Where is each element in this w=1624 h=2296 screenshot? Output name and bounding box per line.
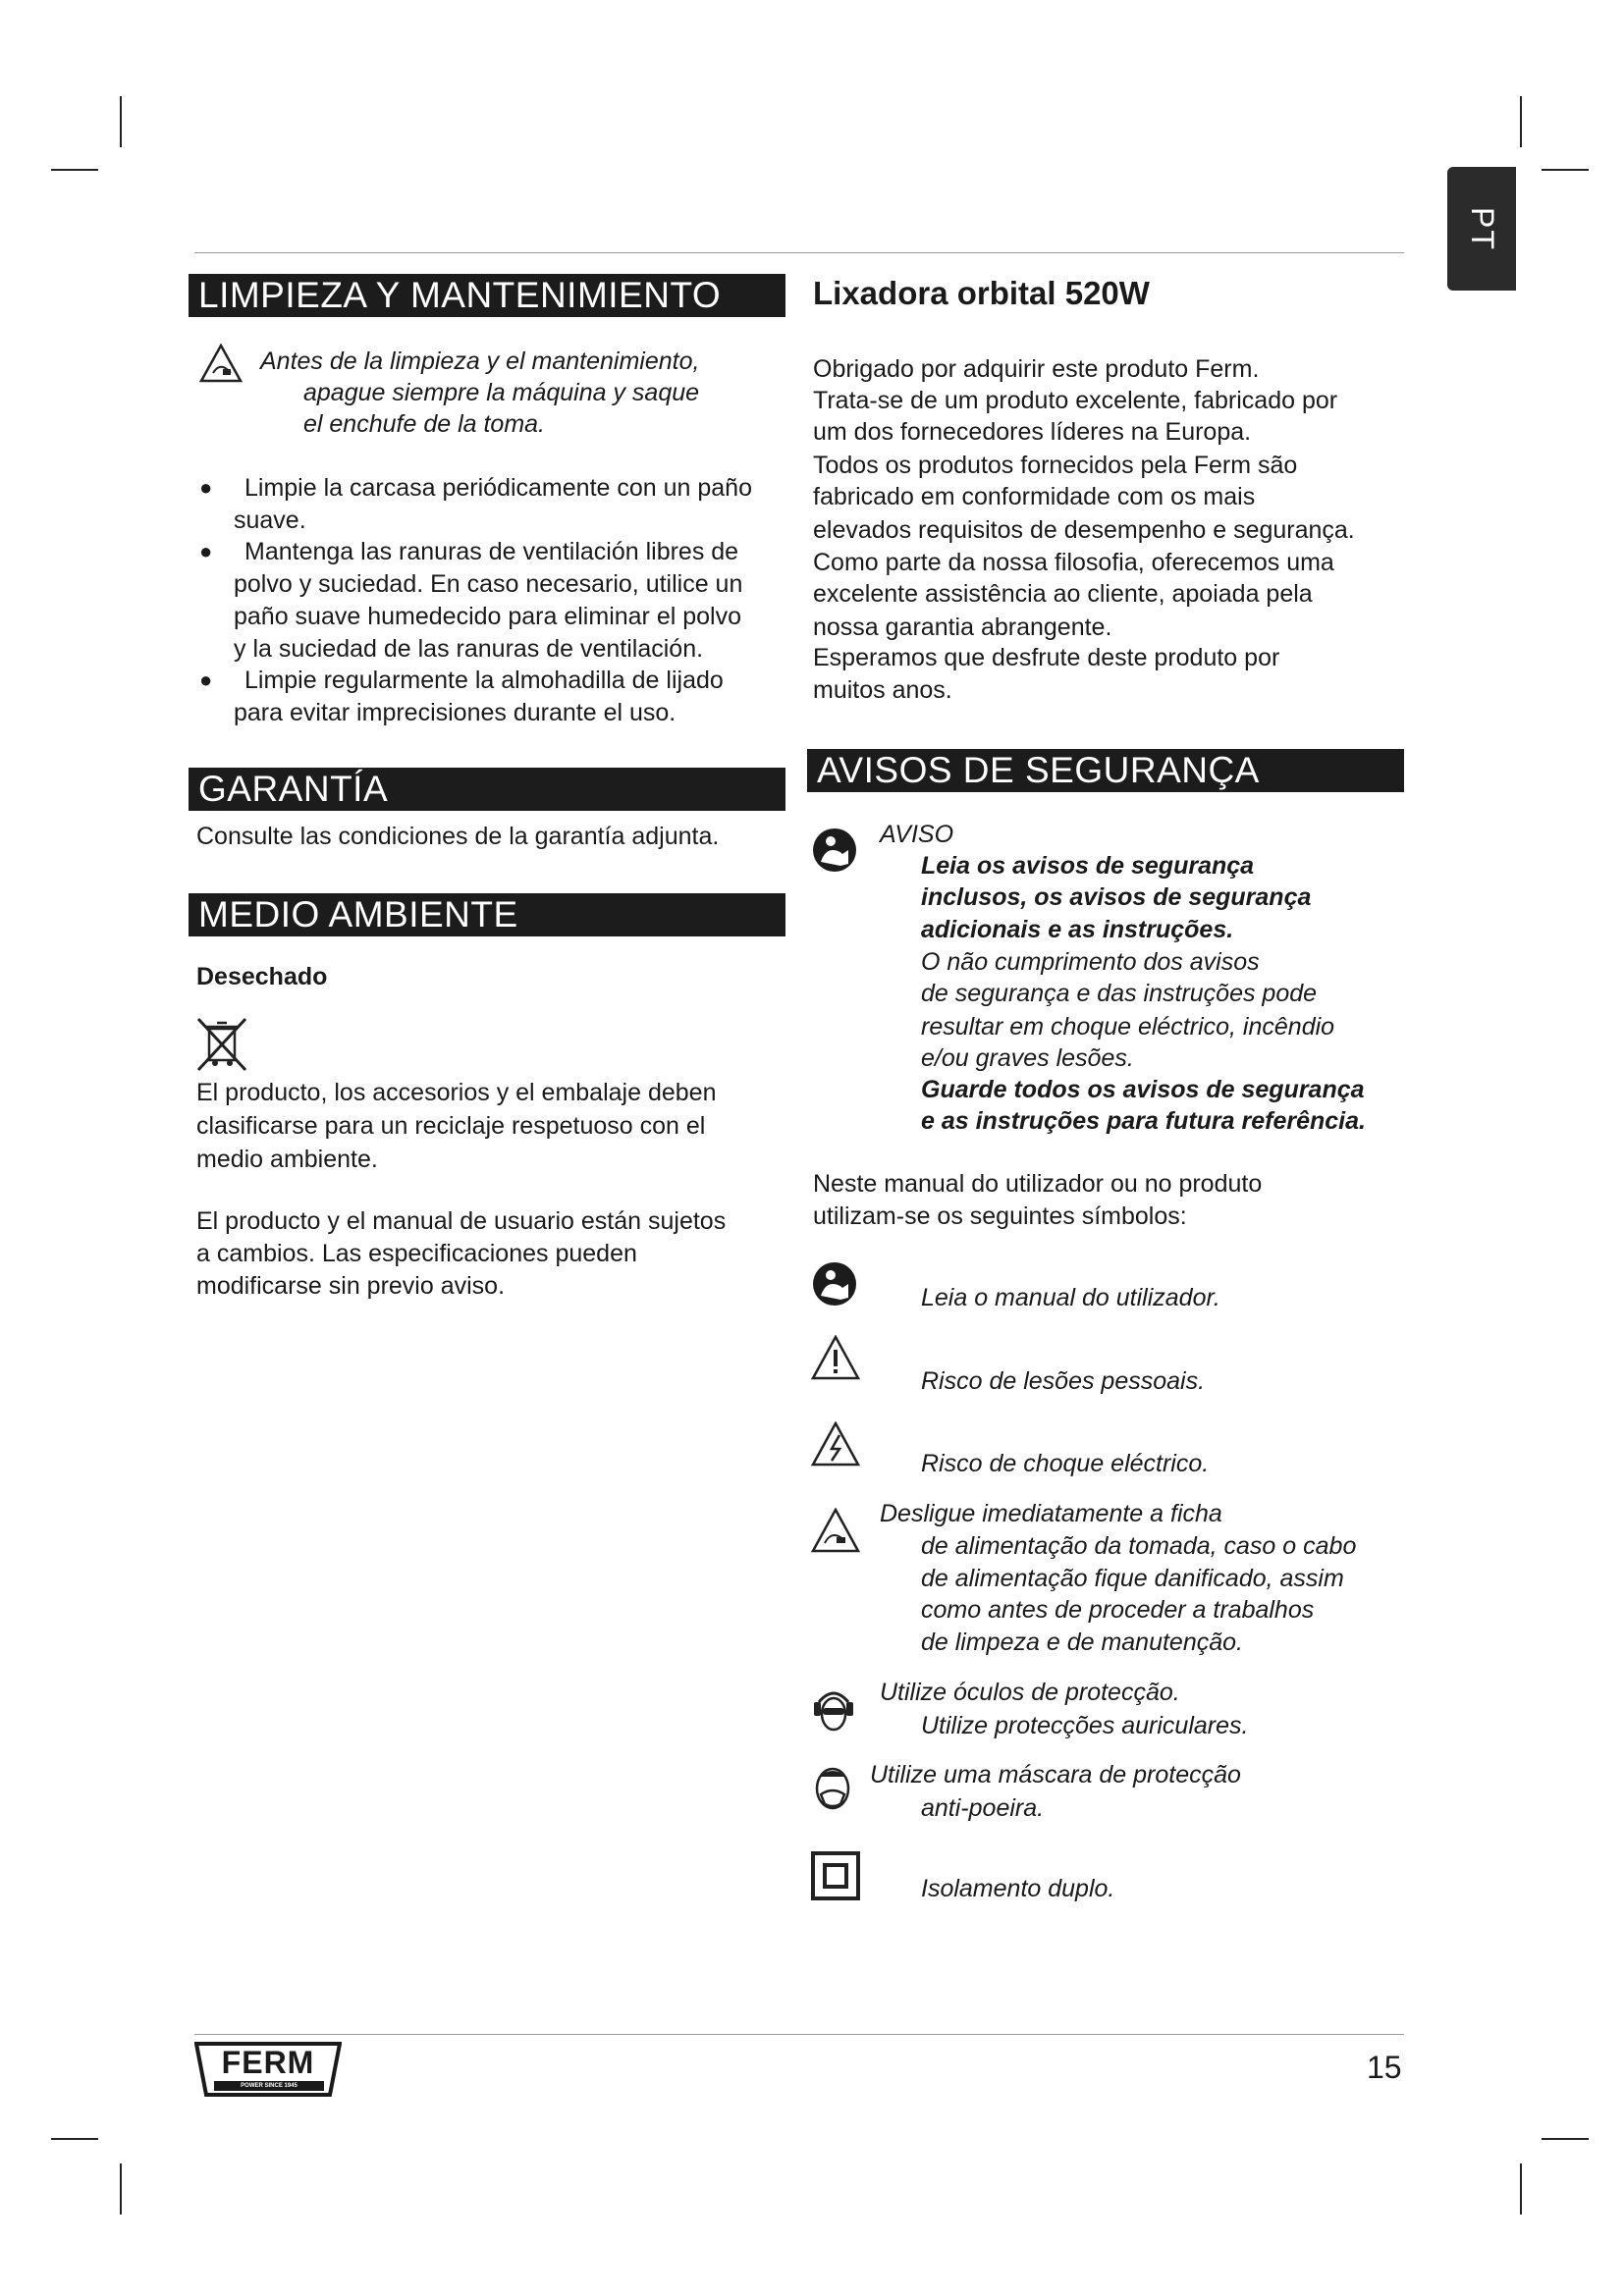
crop-mark [51, 169, 98, 171]
crop-mark [1542, 2138, 1589, 2140]
ferm-logo [194, 2040, 342, 2099]
intro-line: Obrigado por adquirir este produto Ferm. [813, 355, 1260, 383]
symbol-insulation-text: Isolamento duplo. [921, 1875, 1115, 1902]
product-title: Lixadora orbital 520W [813, 275, 1150, 311]
top-rule [194, 252, 1404, 253]
intro-line: Como parte da nossa filosofia, oferecemos uma [813, 549, 1334, 576]
safety-bold-line: adicionais e as instruções. [921, 916, 1234, 943]
symbol-injury-text: Risco de lesões pessoais. [921, 1367, 1206, 1395]
safety-bold-line: Guarde todos os avisos de segurança [921, 1076, 1365, 1103]
symbol-unplug-line: de alimentação da tomada, caso o cabo [921, 1532, 1357, 1560]
goggles-earmuffs-icon [811, 1684, 856, 1734]
unplug-warning-icon [811, 1508, 860, 1553]
unplug-warning-icon [199, 344, 243, 383]
electric-shock-icon [811, 1421, 860, 1467]
intro-line: muitos anos. [813, 676, 952, 704]
cleaning-heading: LIMPIEZA Y MANTENIMIENTO [189, 274, 785, 317]
symbol-mask-line: Utilize uma máscara de protecção [870, 1761, 1241, 1789]
safety-bold-line: Leia os avisos de segurança [921, 852, 1255, 880]
symbols-intro-line: Neste manual do utilizador ou no produto [813, 1170, 1263, 1198]
warning-triangle-icon [811, 1335, 860, 1380]
cleaning-warning-line: apague siempre la máquina y saque [303, 379, 700, 406]
safety-bold-line: e as instruções para futura referência. [921, 1107, 1366, 1135]
environment-para1-line: clasificarse para un reciclaje respetuoso con el [196, 1112, 706, 1140]
environment-para2-line: a cambios. Las especificaciones pueden [196, 1240, 637, 1267]
intro-line: Todos os produtos fornecidos pela Ferm são [813, 452, 1298, 479]
ferm-logo-tagline: POWER SINCE 1945 [241, 2083, 298, 2089]
disposal-subheading: Desechado [196, 963, 328, 990]
language-tab-label: PT [1464, 206, 1500, 251]
symbol-unplug-line: como antes de proceder a trabalhos [921, 1596, 1315, 1624]
cleaning-bullet-text: Limpie la carcasa periódicamente con un paño [244, 474, 752, 502]
read-manual-icon [811, 827, 858, 874]
dust-mask-icon [811, 1765, 854, 1814]
cleaning-warning-line: el enchufe de la toma. [303, 410, 545, 438]
symbol-unplug-line: de limpeza e de manutenção. [921, 1629, 1243, 1656]
symbol-goggles-line: Utilize óculos de protecção. [880, 1679, 1180, 1706]
symbol-mask-line: anti-poeira. [921, 1794, 1045, 1822]
symbol-goggles-line: Utilize protecções auriculares. [921, 1712, 1249, 1739]
symbol-shock-text: Risco de choque eléctrico. [921, 1450, 1210, 1477]
intro-line: excelente assistência ao cliente, apoiada pela [813, 580, 1313, 608]
environment-para1-line: medio ambiente. [196, 1146, 378, 1173]
cleaning-bullet-text: Mantenga las ranuras de ventilación libres de [244, 538, 739, 565]
footer-rule [194, 2034, 1404, 2035]
bullet-dot: ● [199, 475, 213, 500]
intro-line: Esperamos que desfrute deste produto por [813, 644, 1280, 671]
intro-line: Trata-se de um produto excelente, fabricado por [813, 387, 1338, 414]
crop-mark [51, 2138, 98, 2140]
crop-mark [120, 2163, 122, 2215]
safety-italic-line: de segurança e das instruções pode [921, 980, 1318, 1007]
symbols-intro-line: utilizam-se os seguintes símbolos: [813, 1202, 1187, 1230]
page-number: 15 [1367, 2050, 1402, 2085]
environment-para2-line: El producto y el manual de usuario están sujetos [196, 1207, 727, 1235]
intro-line: um dos fornecedores líderes na Europa. [813, 418, 1252, 446]
double-insulation-icon [811, 1851, 860, 1900]
crop-mark [1520, 2163, 1522, 2215]
environment-para1-line: El producto, los accesorios y el embalaje deben [196, 1079, 717, 1106]
warranty-text: Consulte las condiciones de la garantía adjunta. [196, 823, 720, 850]
read-manual-icon [811, 1260, 858, 1308]
cleaning-bullet-text: polvo y suciedad. En caso necesario, utilice un [234, 570, 743, 598]
bullet-dot: ● [199, 539, 213, 563]
environment-para2-line: modificarse sin previo aviso. [196, 1272, 506, 1300]
safety-bold-line: inclusos, os avisos de segurança [921, 883, 1312, 911]
symbol-unplug-line: de alimentação fique danificado, assim [921, 1565, 1344, 1592]
ferm-logo-text: FERM [221, 2045, 315, 2080]
cleaning-bullet-text: suave. [234, 507, 306, 534]
symbol-manual-text: Leia o manual do utilizador. [921, 1284, 1220, 1311]
intro-line: fabricado em conformidade com os mais [813, 483, 1256, 510]
intro-line: nossa garantia abrangente. [813, 614, 1112, 641]
aviso-label: AVISO [880, 821, 954, 848]
safety-italic-line: O não cumprimento dos avisos [921, 948, 1260, 976]
crop-mark [120, 96, 122, 147]
cleaning-bullet-text: paño suave humedecido para eliminar el polvo [234, 603, 741, 630]
symbol-unplug-line: Desligue imediatamente a ficha [880, 1500, 1222, 1527]
weee-bin-icon [192, 1015, 251, 1074]
crop-mark [1520, 96, 1522, 147]
safety-italic-line: e/ou graves lesões. [921, 1044, 1134, 1072]
safety-heading: AVISOS DE SEGURANÇA [807, 749, 1404, 792]
safety-italic-line: resultar em choque eléctrico, incêndio [921, 1013, 1335, 1041]
cleaning-bullet-text: y la suciedad de las ranuras de ventilación. [234, 635, 704, 663]
cleaning-bullet-text: Limpie regularmente la almohadilla de lijado [244, 667, 724, 694]
language-tab [1447, 167, 1516, 291]
crop-mark [1542, 169, 1589, 171]
cleaning-warning-line: Antes de la limpieza y el mantenimiento, [260, 347, 700, 375]
environment-heading: MEDIO AMBIENTE [189, 893, 785, 936]
bullet-dot: ● [199, 667, 213, 692]
intro-line: elevados requisitos de desempenho e segurança. [813, 516, 1355, 544]
warranty-heading: GARANTÍA [189, 768, 785, 811]
cleaning-bullet-text: para evitar imprecisiones durante el uso. [234, 699, 677, 726]
